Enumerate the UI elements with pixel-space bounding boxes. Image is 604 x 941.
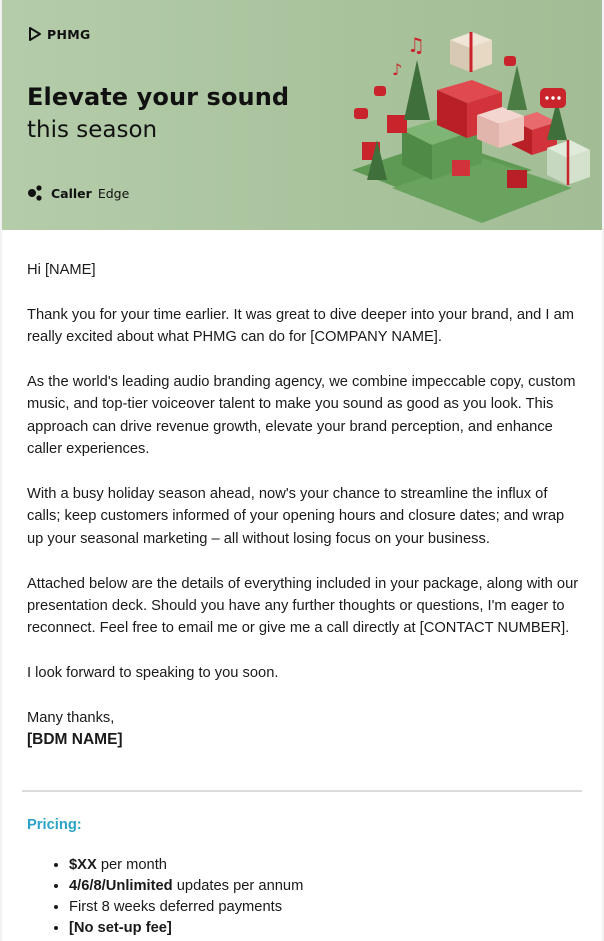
product-name-bold: Caller <box>51 185 92 201</box>
price-text: per month <box>96 857 167 873</box>
updates-text: updates per annum <box>172 878 304 894</box>
list-item <box>69 855 303 876</box>
list-item <box>69 918 303 939</box>
banner-headline <box>27 82 289 147</box>
section-divider <box>22 790 582 792</box>
pricing-list <box>27 855 303 939</box>
paragraph-agency: As the world's leading audio branding agency, we combine impeccable copy, custom music, and top-tier voiceover talent to make you sound as good as you look. This approach can drive revenue growth, elevate your brand perception, and enhance caller experiences. <box>27 374 576 458</box>
svg-text:♪: ♪ <box>392 60 403 79</box>
caller-edge-logo <box>27 185 129 201</box>
list-item <box>69 876 303 897</box>
paragraph-attachment: Attached below are the details of everything included in your package, along with our presentation deck. Should you have any further thoughts or questions, I'm eager to reconnect. Feel free to email me or give me a call directly at [CONTACT NUMBER]. <box>27 575 579 637</box>
signoff: Many thanks, <box>27 710 115 727</box>
holiday-gifts-illustration <box>332 20 602 225</box>
product-name-light: Edge <box>97 185 130 201</box>
phmg-logo[interactable] <box>27 26 91 42</box>
play-logo-icon <box>27 26 43 42</box>
list-item <box>69 897 303 918</box>
setup-fee-value: [No set-up fee] <box>69 920 172 936</box>
paragraph-thanks: Thank you for your time earlier. It was great to dive deeper into your brand, and I am really excited about what PHMG can do for [COMPANY NAME]. <box>27 306 574 346</box>
email-body <box>27 259 582 752</box>
hero-banner <box>2 0 602 230</box>
headline-line-2: this season <box>27 117 158 143</box>
logo-text: PHMG <box>47 26 91 42</box>
updates-value: 4/6/8/Unlimited <box>69 878 173 894</box>
caller-edge-mark-icon <box>27 185 45 201</box>
email-container <box>2 0 602 941</box>
deferred-text: First 8 weeks deferred payments <box>69 899 283 915</box>
paragraph-holiday: With a busy holiday season ahead, now's your chance to streamline the influx of calls; keep customers informed of your opening hours and closure dates; and wrap up your seasonal marketing – all without losing focus on your business. <box>27 486 565 547</box>
headline-line-1: Elevate your sound <box>27 83 290 111</box>
paragraph-closing: I look forward to speaking to you soon. <box>27 665 279 682</box>
price-value: $XX <box>69 857 97 873</box>
pricing-heading: Pricing: <box>27 817 82 833</box>
signature-name: [BDM NAME] <box>27 731 123 749</box>
greeting: Hi [NAME] <box>27 262 96 278</box>
svg-text:♫: ♫ <box>407 33 425 57</box>
